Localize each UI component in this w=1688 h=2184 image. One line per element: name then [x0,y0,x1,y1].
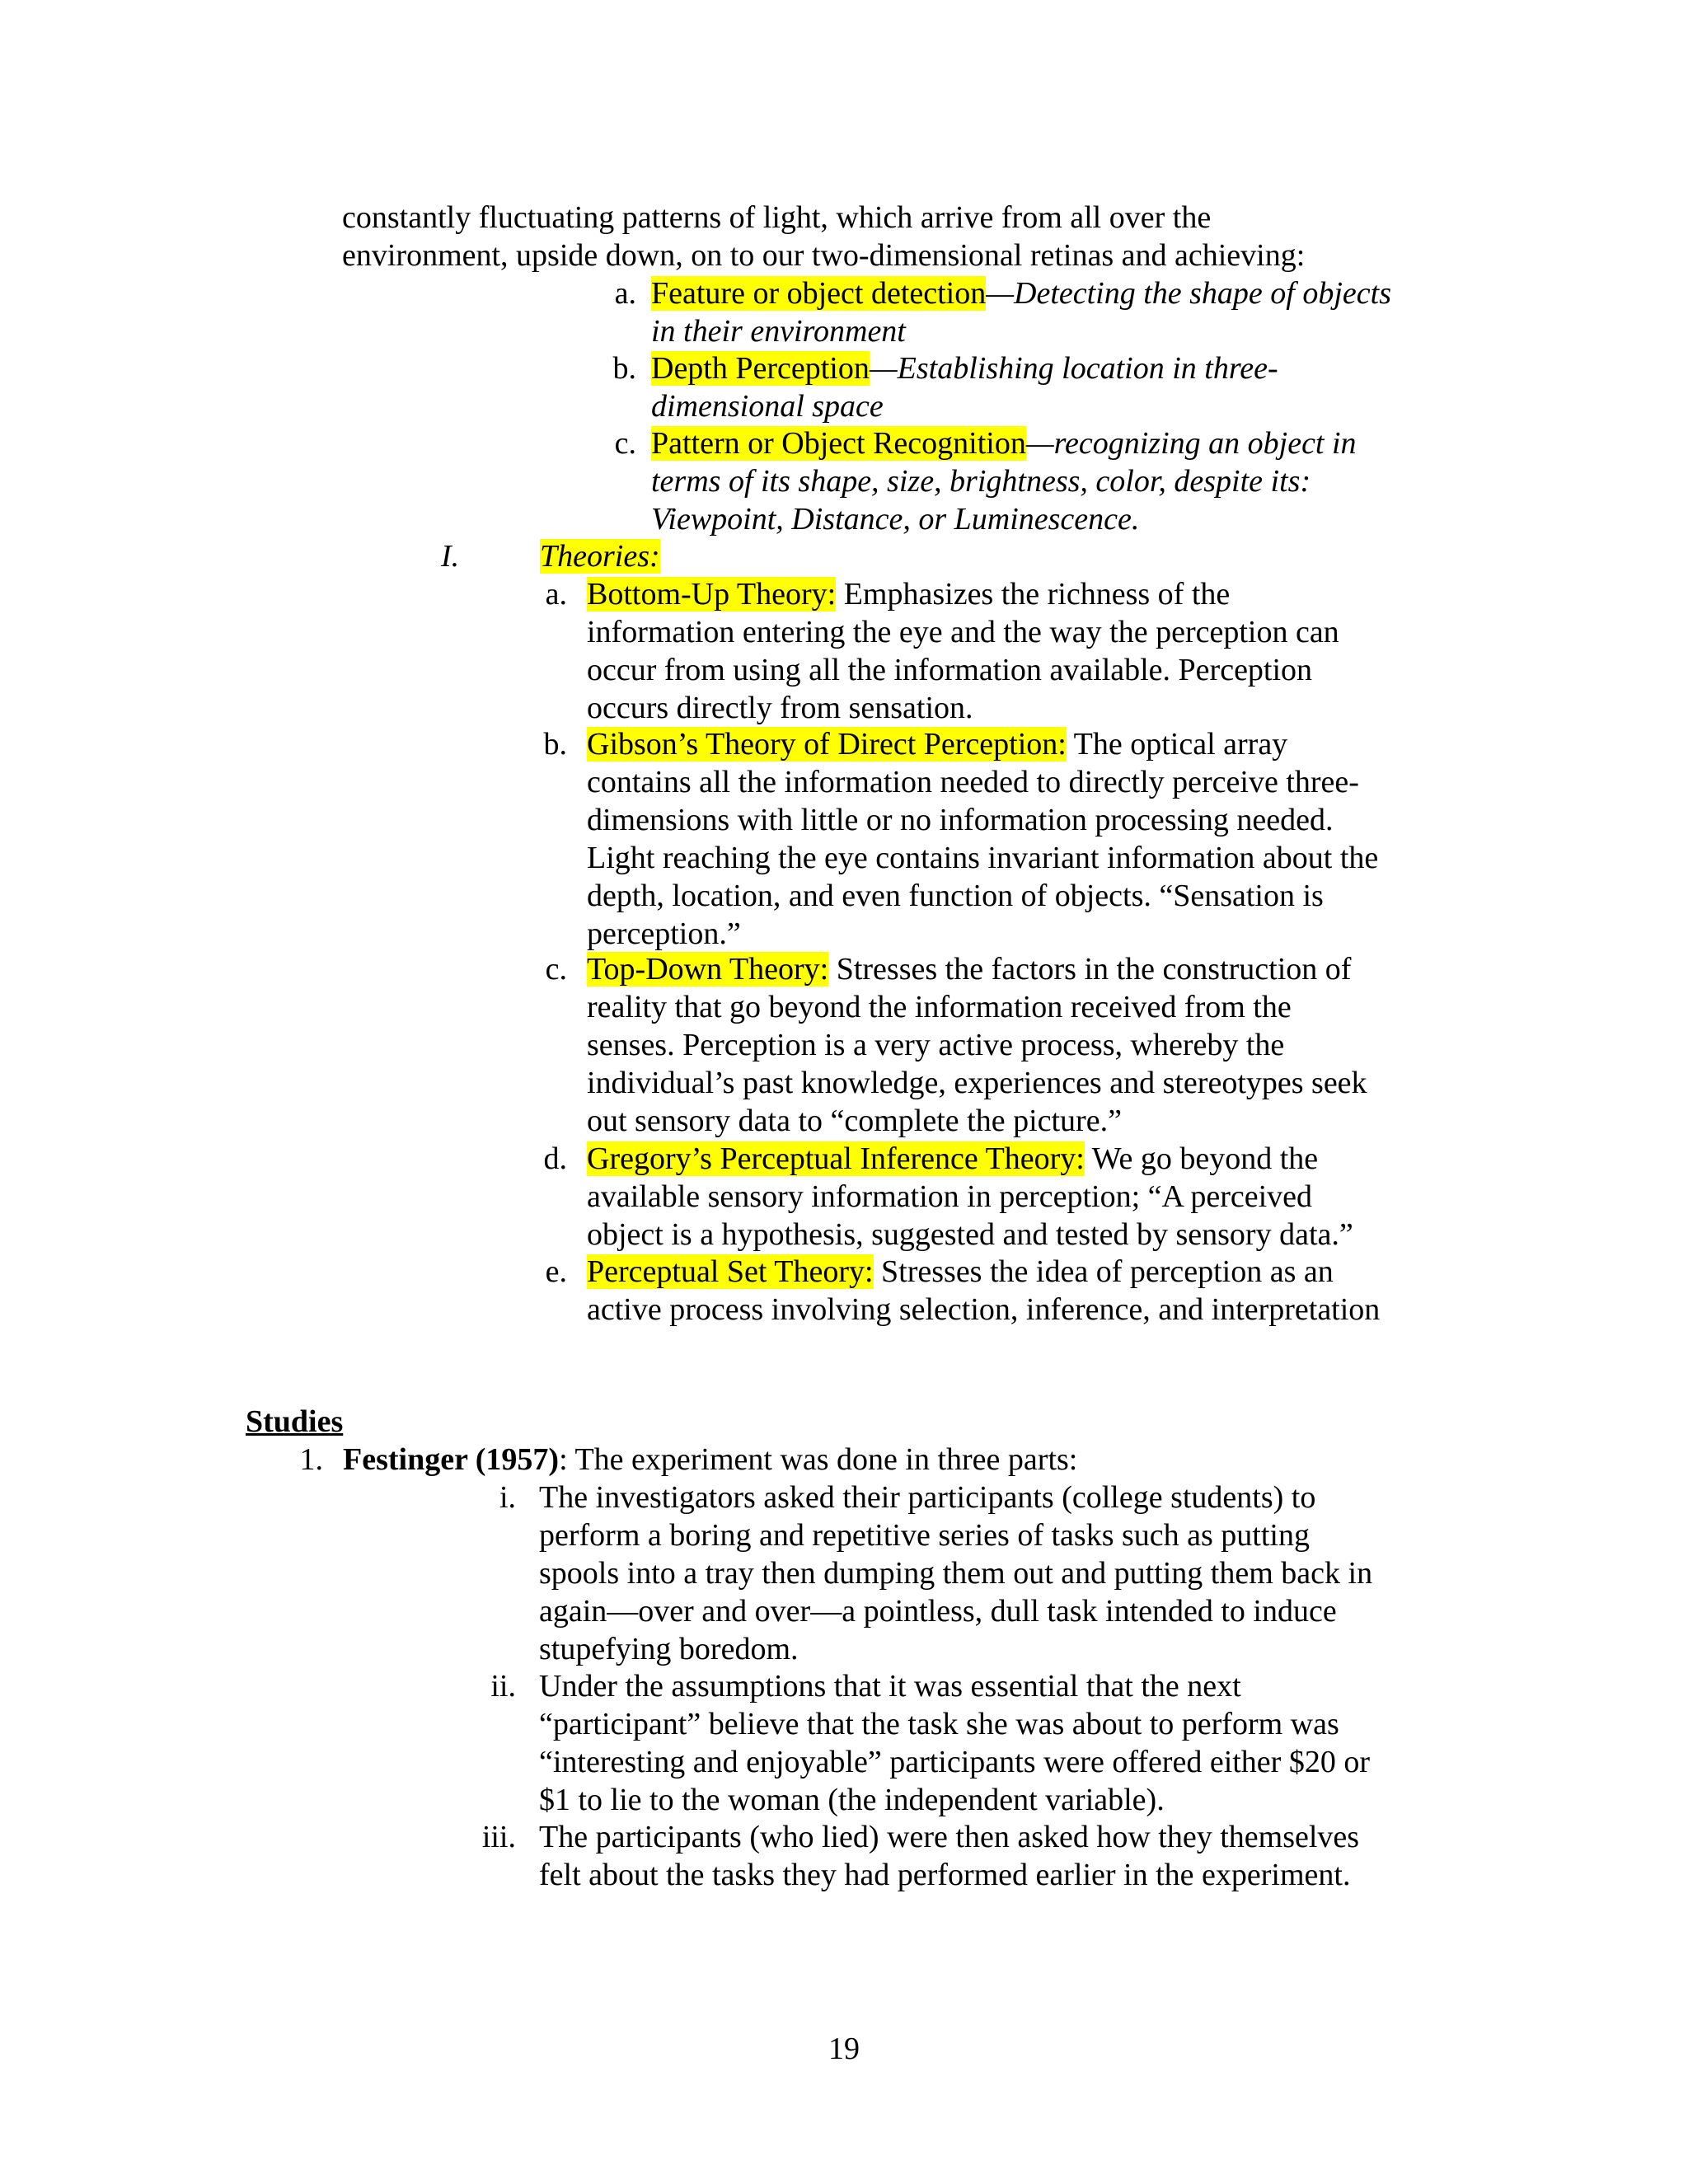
intro-line: constantly fluctuating patterns of light, which arrive from all over the [342,200,1212,235]
list-marker: a. [545,577,567,612]
study-text: spools into a tray then dumping them out and putting them back in [539,1556,1373,1591]
theory-text: occur from using all the information available. Perception [587,653,1313,687]
list-marker: e. [545,1254,567,1289]
theory-text: active process involving selection, inference, and interpretation [587,1292,1381,1327]
list-marker: a. [614,276,636,311]
study-text: felt about the tasks they had performed earlier in the experiment. [539,1858,1351,1892]
theory-text: occurs directly from sensation. [587,691,973,725]
definition-text: terms of its shape, size, brightness, color, despite its: [651,464,1311,499]
study-text: again—over and over—a pointless, dull task intended to induce [539,1594,1337,1629]
highlighted-term: Perceptual Set Theory: [587,1254,874,1289]
theory-text: Stresses the factors in the construction of [828,952,1352,987]
theory-item-b [528,725,1378,953]
study-part-iii [462,1818,1359,1894]
theory-text: The optical array [1066,727,1288,762]
roman-marker: iii. [481,1820,516,1854]
study-item-1 [280,1441,1077,1479]
studies-heading: Studies [246,1404,344,1439]
highlighted-term: Pattern or Object Recognition [651,426,1026,461]
study-part-ii [462,1667,1370,1819]
theory-text: Stresses the idea of perception as an [873,1254,1334,1289]
study-part-i [462,1479,1372,1668]
intro-line: environment, upside down, on to our two-dimensional retinas and achieving: [342,238,1306,273]
achievement-item-c [577,424,1357,538]
highlighted-term: Depth Perception [651,351,870,386]
list-marker: d. [543,1141,567,1176]
theory-text: perception.” [587,916,741,951]
roman-marker: i. [499,1480,516,1515]
page-number: 19 [828,2032,860,2066]
theory-item-d [528,1140,1353,1254]
intro-paragraph [342,199,1305,274]
study-intro-text: : The experiment was done in three parts: [559,1442,1078,1477]
study-text: The participants (who lied) were then asked how they themselves [539,1820,1360,1854]
theory-text: We go beyond the [1084,1141,1319,1176]
study-text: perform a boring and repetitive series of tasks such as putting [539,1518,1310,1553]
study-text: The investigators asked their participants (college students) to [539,1480,1316,1515]
theory-text: contains all the information needed to directly perceive three- [587,765,1359,799]
definition-text: in their environment [651,314,906,349]
highlighted-term: Feature or object detection [651,276,987,311]
definition-text: Viewpoint, Distance, or Luminescence. [651,502,1140,537]
list-marker: b. [543,727,567,762]
study-text: “interesting and enjoyable” participants were offered either $20 or [539,1745,1370,1779]
definition-text: —Detecting the shape of objects [986,276,1391,311]
study-text: stupefying boredom. [539,1632,799,1666]
theory-text: dimensions with little or no information processing needed. [587,803,1334,837]
theory-text: information entering the eye and the way the perception can [587,615,1339,649]
achievement-item-a [577,274,1391,350]
theory-text: out sensory data to “complete the picture.” [587,1104,1122,1138]
section-marker: I. [441,539,460,574]
highlighted-term: Top-Down Theory: [587,952,829,987]
theory-text: available sensory information in perception; “A perceived [587,1179,1313,1214]
theory-text: individual’s past knowledge, experiences and stereotypes seek [587,1066,1367,1100]
theory-item-c [528,950,1367,1140]
roman-marker: ii. [490,1669,516,1704]
theory-text: depth, location, and even function of objects. “Sensation is [587,879,1324,913]
achievement-item-b [577,349,1278,425]
theory-item-e [528,1253,1380,1329]
highlighted-term: Gregory’s Perceptual Inference Theory: [587,1141,1085,1176]
theory-text: reality that go beyond the information received from the [587,990,1292,1024]
definition-text: —Establishing location in three- [869,351,1278,386]
section-heading [540,537,660,575]
highlighted-term: Bottom-Up Theory: [587,577,837,612]
list-marker: 1. [299,1442,323,1477]
theory-text: Emphasizes the richness of the [836,577,1231,612]
list-marker: c. [614,426,636,461]
theory-text: object is a hypothesis, suggested and tested by sensory data.” [587,1217,1353,1252]
theories-heading: Theories: [540,539,660,574]
theory-text: Light reaching the eye contains invariant information about the [587,841,1379,875]
definition-text: dimensional space [651,389,884,424]
study-text: $1 to lie to the woman (the independent variable). [539,1783,1165,1817]
theory-item-a [528,575,1339,727]
study-text: “participant” believe that the task she was about to perform was [539,1707,1339,1741]
list-marker: b. [612,351,636,386]
study-title: Festinger (1957) [343,1442,560,1477]
theory-text: senses. Perception is a very active process, whereby the [587,1028,1285,1062]
study-text: Under the assumptions that it was essential that the next [539,1669,1241,1704]
definition-text: —recognizing an object in [1025,426,1357,461]
highlighted-term: Gibson’s Theory of Direct Perception: [587,727,1067,762]
list-marker: c. [545,952,567,987]
